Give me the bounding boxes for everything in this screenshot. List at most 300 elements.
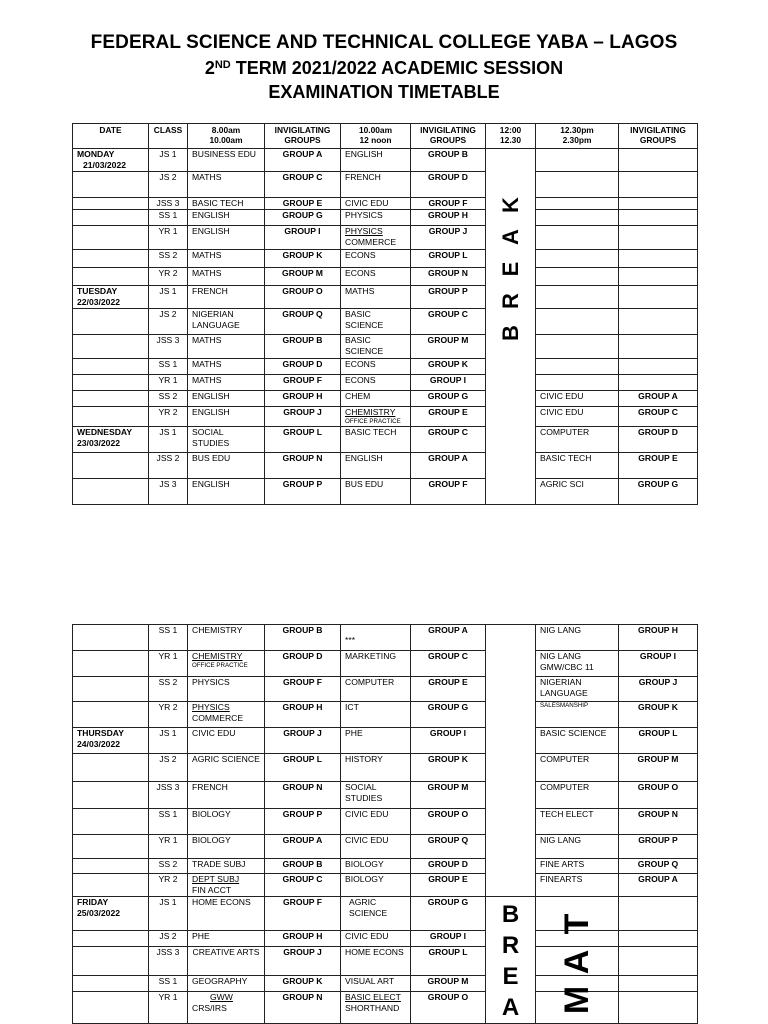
group-cell: GROUP F	[411, 479, 486, 505]
subject-cell	[536, 198, 619, 210]
date-cell	[73, 809, 149, 835]
date-cell	[73, 453, 149, 479]
class-cell: JS 2	[149, 754, 188, 782]
subject-cell: FRENCH	[188, 286, 265, 309]
date-cell	[73, 198, 149, 210]
class-cell: YR 2	[149, 407, 188, 427]
group-cell: GROUP N	[265, 782, 341, 809]
group-cell: GROUP E	[411, 407, 486, 427]
subject-cell	[536, 309, 619, 335]
group-cell: GROUP F	[265, 677, 341, 702]
group-cell: GROUP Q	[411, 835, 486, 859]
group-cell: GROUP K	[411, 754, 486, 782]
table-row	[73, 375, 698, 391]
mat-letter: A	[558, 949, 596, 975]
group-cell: GROUP G	[411, 391, 486, 407]
subject-name: GWW	[210, 992, 233, 1003]
date-cell	[73, 702, 149, 728]
subject-cell	[536, 210, 619, 226]
class-cell: JSS 3	[149, 198, 188, 210]
mat-letter: T	[558, 913, 596, 935]
subject-cell: NIG LANG	[536, 625, 619, 651]
subject-cell: CIVIC EDU	[341, 809, 411, 835]
class-cell: JSS 3	[149, 947, 188, 975]
subject-cell: PHYSICS	[188, 677, 265, 702]
subject-cell: ECONS	[341, 250, 411, 268]
subject-cell	[341, 407, 411, 427]
subject-cell: COMPUTER	[341, 677, 411, 702]
date-cell	[73, 210, 149, 226]
table-row	[73, 782, 698, 809]
subject-extra: SALESMANSHIP	[540, 702, 589, 709]
group-cell: GROUP A	[411, 625, 486, 651]
group-cell: GROUP L	[411, 947, 486, 975]
group-cell	[619, 897, 698, 931]
subject-cell	[341, 625, 411, 651]
subject-cell: BIOLOGY	[188, 809, 265, 835]
subject-cell: TRADE SUBJ	[188, 859, 265, 874]
group-cell: GROUP G	[411, 897, 486, 931]
subject-cell: CIVIC EDU	[188, 728, 265, 754]
group-cell: GROUP N	[265, 453, 341, 479]
subject-name: NIG LANG	[540, 651, 582, 661]
mat-label	[557, 905, 597, 1019]
subject-cell: CIVIC EDU	[341, 198, 411, 210]
group-cell	[619, 286, 698, 309]
table-row	[73, 250, 698, 268]
group-cell: GROUP H	[411, 210, 486, 226]
subject-cell: COMPUTER	[536, 427, 619, 453]
subject-cell: MATHS	[188, 172, 265, 198]
table-row	[73, 651, 698, 677]
subject-cell: CHEMISTRY	[188, 625, 265, 651]
group-cell: GROUP L	[411, 250, 486, 268]
subject-cell: MATHS	[188, 250, 265, 268]
group-cell: GROUP O	[411, 809, 486, 835]
subject-cell: ENGLISH	[341, 453, 411, 479]
break-column	[486, 625, 536, 897]
subject-cell: HOME ECONS	[188, 897, 265, 931]
group-cell	[619, 947, 698, 975]
subject-cell: MATHS	[341, 286, 411, 309]
table-row	[73, 335, 698, 359]
group-cell: GROUP I	[411, 728, 486, 754]
group-cell: GROUP M	[619, 754, 698, 782]
group-cell	[619, 172, 698, 198]
day-name: WEDNESDAY	[77, 427, 133, 437]
subject-cell: VISUAL ART	[341, 975, 411, 992]
group-cell	[619, 359, 698, 375]
table-row	[73, 479, 698, 505]
date-cell	[73, 930, 149, 947]
group-cell: GROUP B	[265, 335, 341, 359]
group-cell: GROUP D	[411, 172, 486, 198]
group-cell	[619, 335, 698, 359]
subject-cell: ECONS	[341, 359, 411, 375]
group-cell: GROUP C	[411, 651, 486, 677]
subject-cell	[536, 250, 619, 268]
break-letter: E	[497, 261, 523, 277]
day-name: FRIDAY	[77, 897, 109, 907]
group-cell: GROUP I	[265, 226, 341, 250]
group-cell: GROUP C	[619, 407, 698, 427]
subject-cell: COMPUTER	[536, 782, 619, 809]
table-row	[73, 210, 698, 226]
group-cell: GROUP C	[265, 874, 341, 897]
class-cell: YR 1	[149, 375, 188, 391]
subject-cell: PHE	[188, 930, 265, 947]
subject-cell	[536, 375, 619, 391]
table-row	[73, 728, 698, 754]
subject-cell: ENGLISH	[188, 479, 265, 505]
date-cell	[73, 407, 149, 427]
subject-cell: SOCIAL STUDIES	[188, 427, 265, 453]
subject-cell: BASIC SCIENCE	[341, 335, 411, 359]
group-cell: GROUP N	[265, 992, 341, 1024]
subject-cell	[188, 874, 265, 897]
subject-cell	[536, 286, 619, 309]
slot2-header: 10.00am 12 noon	[341, 124, 411, 149]
table-row	[73, 309, 698, 335]
break-column	[486, 897, 536, 1024]
subject-cell: BASIC SCIENCE	[341, 309, 411, 335]
subject-cell: PHYSICS	[341, 210, 411, 226]
group-cell: GROUP E	[265, 198, 341, 210]
group-cell	[619, 198, 698, 210]
school-name: FEDERAL SCIENCE AND TECHNICAL COLLEGE YABA – LAGOS	[90, 32, 678, 53]
group-cell	[619, 975, 698, 992]
date-cell	[73, 391, 149, 407]
group-cell: GROUP Q	[265, 309, 341, 335]
day-date: 22/03/2022	[77, 297, 121, 307]
subject-cell: BUSINESS EDU	[188, 149, 265, 172]
break-letter: R	[497, 293, 523, 309]
group-cell: GROUP P	[265, 809, 341, 835]
group-cell: GROUP I	[411, 375, 486, 391]
class-cell: YR 2	[149, 874, 188, 897]
subject-extra: FIN ACCT	[192, 885, 232, 895]
date-cell	[73, 359, 149, 375]
date-cell	[73, 835, 149, 859]
date-cell	[73, 309, 149, 335]
group-cell: GROUP K	[265, 975, 341, 992]
group-cell: GROUP C	[411, 427, 486, 453]
class-cell: YR 2	[149, 702, 188, 728]
subject-cell: AGRIC SCIENCE	[341, 897, 411, 931]
table-row	[73, 930, 698, 947]
date-cell	[73, 897, 149, 931]
subject-cell	[536, 651, 619, 677]
break-label	[490, 899, 531, 1023]
class-cell: YR 1	[149, 835, 188, 859]
subject-cell: ICT	[341, 702, 411, 728]
invig3-header: INVIGILATING GROUPS	[619, 124, 698, 149]
subject-name: BASIC ELECT	[345, 992, 401, 1003]
subject-cell: ENGLISH	[188, 210, 265, 226]
subject-cell: BASIC TECH	[188, 198, 265, 210]
class-cell: SS 2	[149, 250, 188, 268]
timetable-title: EXAMINATION TIMETABLE	[268, 82, 500, 102]
day-date: 21/03/2022	[83, 160, 127, 170]
class-cell: SS 1	[149, 210, 188, 226]
group-cell: GROUP I	[619, 651, 698, 677]
subject-cell: CREATIVE ARTS	[188, 947, 265, 975]
group-cell: GROUP E	[411, 874, 486, 897]
group-cell: GROUP J	[265, 728, 341, 754]
day-date: 23/03/2022	[77, 438, 121, 448]
group-cell	[619, 268, 698, 286]
group-cell: GROUP A	[265, 149, 341, 172]
group-cell: GROUP L	[619, 728, 698, 754]
class-cell: JS 2	[149, 172, 188, 198]
subject-cell	[341, 992, 411, 1024]
subject-extra: COMMERCE	[345, 237, 397, 247]
date-cell	[73, 625, 149, 651]
group-cell	[619, 309, 698, 335]
subject-extra: GMW/CBC 11	[540, 662, 594, 672]
subject-name: PHYSICS	[345, 226, 383, 236]
group-cell: GROUP K	[265, 250, 341, 268]
class-cell: JS 2	[149, 309, 188, 335]
break-letter: R	[501, 932, 520, 959]
group-cell: GROUP P	[265, 479, 341, 505]
break-letter: K	[497, 197, 523, 213]
group-cell	[619, 930, 698, 947]
class-cell: SS 2	[149, 677, 188, 702]
date-cell	[73, 427, 149, 453]
class-cell: JS 1	[149, 897, 188, 931]
group-cell: GROUP C	[265, 172, 341, 198]
group-cell: GROUP M	[411, 782, 486, 809]
subject-cell: FINE ARTS	[536, 859, 619, 874]
class-cell: SS 1	[149, 975, 188, 992]
group-cell: GROUP G	[619, 479, 698, 505]
date-cell	[73, 375, 149, 391]
group-cell: GROUP F	[265, 897, 341, 931]
group-cell: GROUP G	[411, 702, 486, 728]
group-cell: GROUP J	[265, 947, 341, 975]
subject-cell: TECH ELECT	[536, 809, 619, 835]
table-row	[73, 172, 698, 198]
date-cell	[73, 975, 149, 992]
subject-cell	[536, 335, 619, 359]
table-row	[73, 677, 698, 702]
group-cell: GROUP J	[265, 407, 341, 427]
class-cell: SS 2	[149, 859, 188, 874]
class-cell: JS 1	[149, 728, 188, 754]
invig2-header: INVIGILATING GROUPS	[411, 124, 486, 149]
subject-cell	[536, 149, 619, 172]
subject-cell	[341, 226, 411, 250]
table-row	[73, 427, 698, 453]
subject-cell: ENGLISH	[341, 149, 411, 172]
day-name: TUESDAY	[77, 286, 118, 296]
class-cell: JS 1	[149, 286, 188, 309]
date-cell	[73, 677, 149, 702]
subject-cell	[536, 226, 619, 250]
subject-cell: MATHS	[188, 268, 265, 286]
class-cell: JSS 2	[149, 453, 188, 479]
subject-cell: BASIC TECH	[341, 427, 411, 453]
subject-cell	[536, 268, 619, 286]
stars-mark: ***	[345, 635, 356, 645]
group-cell: GROUP H	[265, 930, 341, 947]
date-cell	[73, 754, 149, 782]
date-cell	[73, 728, 149, 754]
subject-cell: AGRIC SCIENCE	[188, 754, 265, 782]
group-cell: GROUP D	[619, 427, 698, 453]
table-row	[73, 198, 698, 210]
class-cell: JS 1	[149, 427, 188, 453]
break-letter: B	[501, 901, 520, 928]
group-cell: GROUP H	[619, 625, 698, 651]
group-cell	[619, 149, 698, 172]
subject-cell	[188, 992, 265, 1024]
subject-name: DEPT SUBJ	[192, 874, 240, 884]
subject-extra: OFFICE PRACTICE	[345, 418, 401, 425]
date-cell	[73, 651, 149, 677]
group-cell: GROUP G	[265, 210, 341, 226]
subject-cell: HOME ECONS	[341, 947, 411, 975]
group-cell: GROUP K	[411, 359, 486, 375]
class-cell: JSS 3	[149, 782, 188, 809]
table-row	[73, 874, 698, 897]
break-column	[486, 149, 536, 505]
subject-cell: CIVIC EDU	[536, 407, 619, 427]
group-cell: GROUP A	[619, 874, 698, 897]
group-cell: GROUP A	[265, 835, 341, 859]
subject-extra: SHORTHAND	[345, 1003, 400, 1014]
date-cell	[73, 335, 149, 359]
break-label	[497, 189, 523, 349]
subject-cell: NIGERIAN LANGUAGE	[188, 309, 265, 335]
day-date: 24/03/2022	[77, 739, 121, 749]
date-header: DATE	[73, 124, 149, 149]
class-cell: YR 1	[149, 226, 188, 250]
class-cell: SS 2	[149, 391, 188, 407]
group-cell: GROUP D	[411, 859, 486, 874]
date-cell	[73, 250, 149, 268]
group-cell: GROUP H	[265, 702, 341, 728]
class-cell: JS 3	[149, 479, 188, 505]
subject-cell: FRENCH	[341, 172, 411, 198]
subject-cell: BASIC TECH	[536, 453, 619, 479]
class-cell: YR 1	[149, 651, 188, 677]
slot1-header: 8.00am 10.00am	[188, 124, 265, 149]
group-cell: GROUP K	[619, 702, 698, 728]
group-cell	[619, 250, 698, 268]
subject-cell: CIVIC EDU	[536, 391, 619, 407]
group-cell: GROUP F	[411, 198, 486, 210]
class-cell: SS 1	[149, 809, 188, 835]
subject-cell: AGRIC SCI	[536, 479, 619, 505]
subject-cell: MATHS	[188, 375, 265, 391]
table-row	[73, 149, 698, 172]
break-letter: B	[497, 325, 523, 341]
table-row	[73, 391, 698, 407]
group-cell: GROUP J	[619, 677, 698, 702]
group-cell: GROUP O	[265, 286, 341, 309]
class-cell: JS 2	[149, 930, 188, 947]
subject-name: CHEMISTRY	[192, 651, 243, 661]
group-cell: GROUP A	[411, 453, 486, 479]
table-row	[73, 992, 698, 1024]
date-cell	[73, 172, 149, 198]
group-cell: GROUP F	[265, 375, 341, 391]
table-row	[73, 359, 698, 375]
subject-cell: BIOLOGY	[188, 835, 265, 859]
table-row	[73, 226, 698, 250]
class-cell: JSS 3	[149, 335, 188, 359]
group-cell	[619, 210, 698, 226]
slot3-header: 12.30pm 2.30pm	[536, 124, 619, 149]
subject-cell: ECONS	[341, 268, 411, 286]
group-cell: GROUP M	[411, 975, 486, 992]
subject-extra: CRS/IRS	[192, 1003, 227, 1014]
group-cell: GROUP N	[411, 268, 486, 286]
subject-name: PHYSICS	[192, 702, 230, 712]
date-cell	[73, 874, 149, 897]
table-row	[73, 975, 698, 992]
group-cell: GROUP H	[265, 391, 341, 407]
day-date: 25/03/2022	[77, 908, 121, 918]
table-row	[73, 702, 698, 728]
group-cell: GROUP D	[265, 651, 341, 677]
date-cell	[73, 268, 149, 286]
group-cell: GROUP L	[265, 754, 341, 782]
subject-cell: CIVIC EDU	[341, 930, 411, 947]
group-cell: GROUP B	[265, 859, 341, 874]
subject-cell: BIOLOGY	[341, 859, 411, 874]
subject-name: CHEMISTRY	[345, 407, 396, 417]
date-cell	[73, 479, 149, 505]
class-cell: JS 1	[149, 149, 188, 172]
table-row	[73, 897, 698, 931]
table-row	[73, 859, 698, 874]
date-cell	[73, 859, 149, 874]
date-cell	[73, 992, 149, 1024]
day-name: THURSDAY	[77, 728, 124, 738]
group-cell: GROUP E	[411, 677, 486, 702]
subject-cell: GEOGRAPHY	[188, 975, 265, 992]
header-row	[73, 124, 698, 149]
group-cell	[619, 992, 698, 1024]
class-header: CLASS	[149, 124, 188, 149]
subject-cell	[536, 702, 619, 728]
break-letter: A	[497, 229, 523, 245]
timetable-page-2	[72, 624, 698, 1024]
subject-cell: MATHS	[188, 335, 265, 359]
table-row	[73, 407, 698, 427]
subject-cell	[188, 651, 265, 677]
group-cell: GROUP N	[619, 809, 698, 835]
table-row	[73, 286, 698, 309]
group-cell	[619, 226, 698, 250]
break-letter: A	[501, 994, 520, 1021]
group-cell: GROUP B	[411, 149, 486, 172]
subject-cell: MATHS	[188, 359, 265, 375]
class-cell: SS 1	[149, 359, 188, 375]
group-cell: GROUP P	[411, 286, 486, 309]
date-cell	[73, 947, 149, 975]
group-cell: GROUP D	[265, 359, 341, 375]
day-name: MONDAY	[77, 149, 115, 159]
subject-cell: BIOLOGY	[341, 874, 411, 897]
table-row	[73, 453, 698, 479]
subject-cell: SOCIAL STUDIES	[341, 782, 411, 809]
table-row	[73, 947, 698, 975]
table-row	[73, 625, 698, 651]
